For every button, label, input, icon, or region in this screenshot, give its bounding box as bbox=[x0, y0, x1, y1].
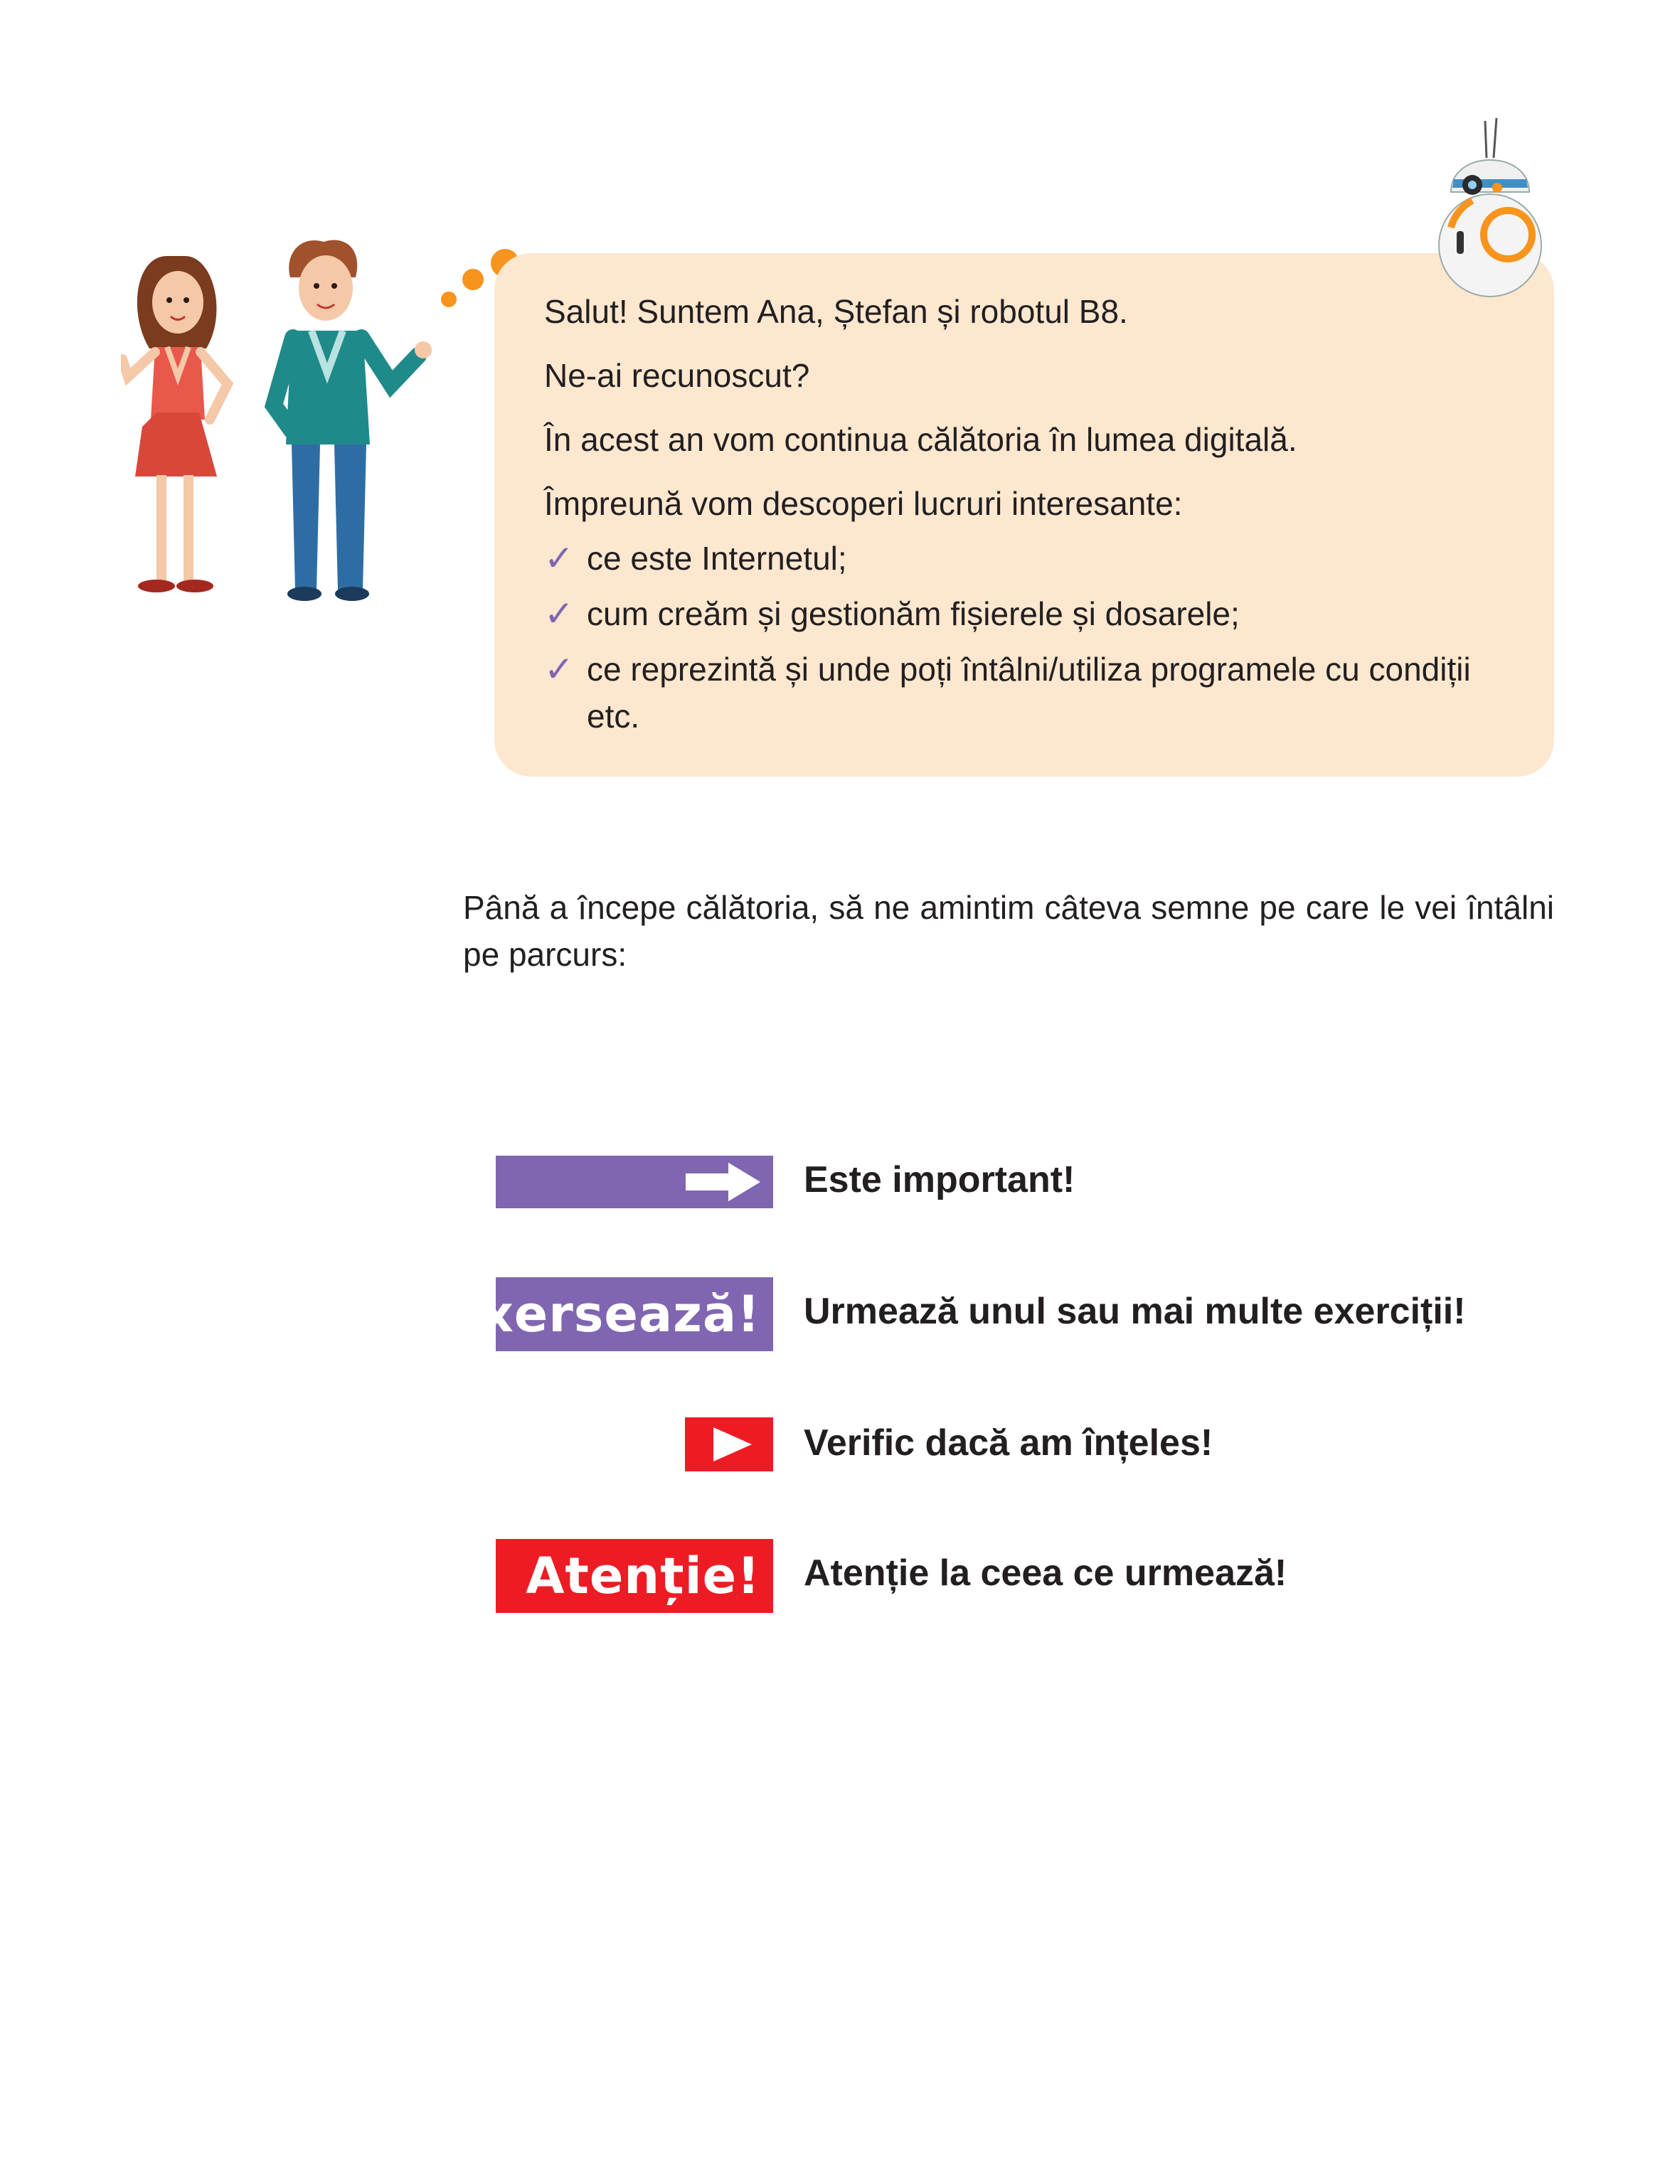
characters-illustration bbox=[121, 235, 477, 604]
important-sign bbox=[496, 1156, 773, 1208]
thought-dot-medium bbox=[462, 269, 484, 290]
legend-text-attention: Atenție la ceea ce urmează! bbox=[804, 1552, 1287, 1594]
stefan-figure bbox=[274, 240, 432, 601]
legend-row-exercise bbox=[0, 1273, 1680, 1351]
list-item: ✓ cum creăm și gestionăm fișierele și dosarele; bbox=[544, 590, 1504, 637]
legend-text-exercise: Urmează unul sau mai multe exerciții! bbox=[804, 1291, 1466, 1332]
verify-sign bbox=[685, 1417, 773, 1471]
robot-b8-illustration bbox=[1430, 114, 1551, 299]
legend-row-important bbox=[0, 1149, 1680, 1227]
exerseaza-sign bbox=[446, 1277, 773, 1351]
bubble-line-together: Împreună vom descoperi lucruri interesante: bbox=[544, 485, 1183, 522]
legend-text-verify: Verific dacă am înțeles! bbox=[804, 1422, 1213, 1464]
exerseaza-label: Exersează! bbox=[446, 1285, 760, 1343]
check-icon: ✓ bbox=[544, 538, 574, 578]
play-icon bbox=[712, 1426, 755, 1463]
legend-row-verify bbox=[0, 1412, 1680, 1490]
intro-paragraph: Până a începe călătoria, să ne amintim câteva semne pe care le vei întâlni pe parcurs: bbox=[463, 889, 1554, 973]
ana-figure bbox=[122, 256, 228, 592]
legend-text-important: Este important! bbox=[804, 1159, 1075, 1200]
atentie-label: Atenție! bbox=[526, 1547, 760, 1605]
atentie-sign bbox=[496, 1539, 773, 1613]
list-item: ✓ ce este Internetul; bbox=[544, 535, 1504, 582]
bubble-line-question: Ne-ai recunoscut? bbox=[544, 357, 810, 394]
topics-list bbox=[544, 535, 1504, 740]
list-item: ✓ ce reprezintă și unde poți întâlni/utiliza programele cu condiții etc. bbox=[544, 646, 1504, 740]
arrow-right-icon bbox=[682, 1158, 766, 1205]
bubble-line-greeting: Salut! Suntem Ana, Ștefan și robotul B8. bbox=[544, 293, 1128, 330]
thought-dot-small bbox=[441, 292, 457, 307]
bubble-line-journey: În acest an vom continua călătoria în lumea digitală. bbox=[544, 421, 1297, 458]
speech-bubble bbox=[494, 253, 1554, 777]
legend-row-attention bbox=[0, 1536, 1680, 1614]
check-icon: ✓ bbox=[544, 649, 574, 689]
check-icon: ✓ bbox=[544, 594, 574, 634]
